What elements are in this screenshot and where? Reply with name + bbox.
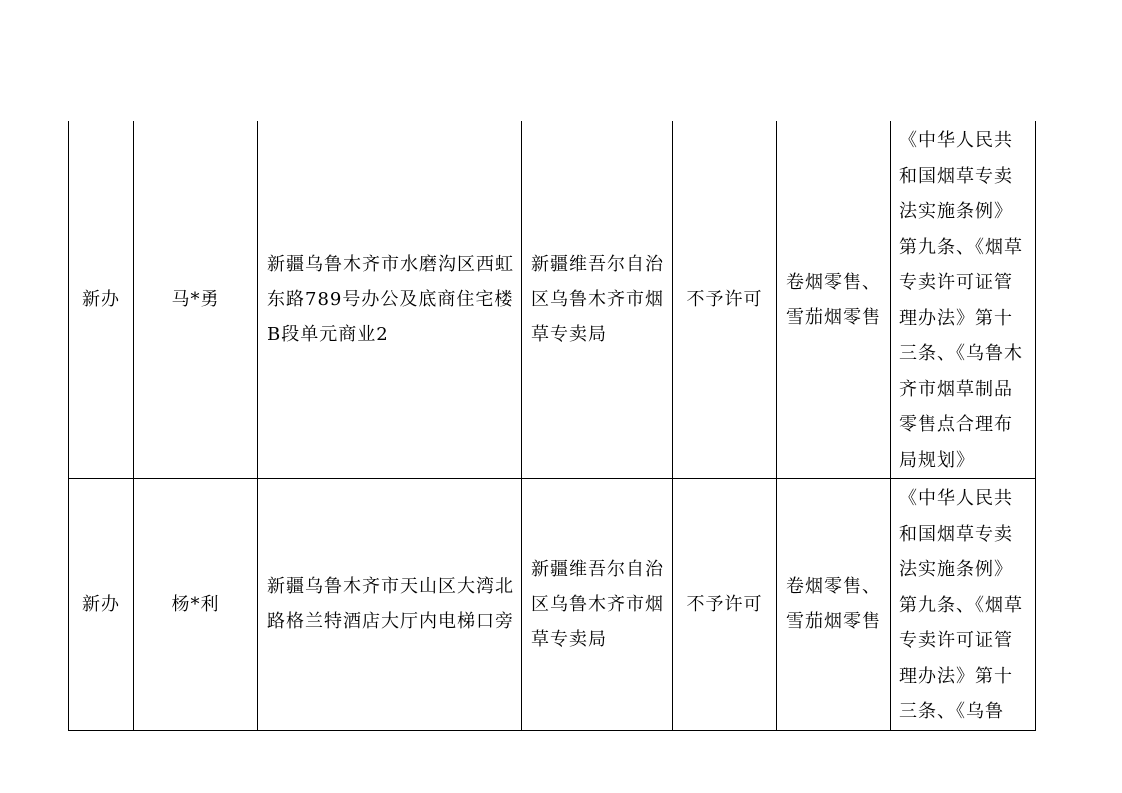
- decision-cell: 不予许可: [673, 479, 777, 731]
- application-type-cell: 新办: [69, 479, 134, 731]
- records-table: [68, 121, 1036, 731]
- legal-basis-text: 《中华人民共和国烟草专卖法实施条例》第九条、《烟草专卖许可证管理办法》第十三条、《乌鲁木齐市烟草制品零售点合理布局规划》: [899, 130, 1023, 471]
- authority-cell: 新疆维吾尔自治区乌鲁木齐市烟草专卖局: [522, 121, 673, 479]
- applicant-name-cell: 杨*利: [134, 479, 258, 731]
- legal-basis-text: 《中华人民共和国烟草专卖法实施条例》第九条、《烟草专卖许可证管理办法》第十三条、《乌鲁: [899, 488, 1023, 722]
- applicant-name-cell: 马*勇: [134, 121, 258, 479]
- address-cell: 新疆乌鲁木齐市天山区大湾北路格兰特酒店大厅内电梯口旁: [258, 479, 522, 731]
- legal-basis-cell: [891, 479, 1036, 731]
- business-scope-cell: 卷烟零售、雪茄烟零售: [777, 479, 891, 731]
- table-row: [69, 479, 1036, 731]
- legal-basis-cell: [891, 121, 1036, 479]
- authority-cell: 新疆维吾尔自治区乌鲁木齐市烟草专卖局: [522, 479, 673, 731]
- business-scope-cell: 卷烟零售、雪茄烟零售: [777, 121, 891, 479]
- address-cell: 新疆乌鲁木齐市水磨沟区西虹东路789号办公及底商住宅楼B段单元商业2: [258, 121, 522, 479]
- decision-cell: 不予许可: [673, 121, 777, 479]
- table-row: [69, 121, 1036, 479]
- application-type-cell: 新办: [69, 121, 134, 479]
